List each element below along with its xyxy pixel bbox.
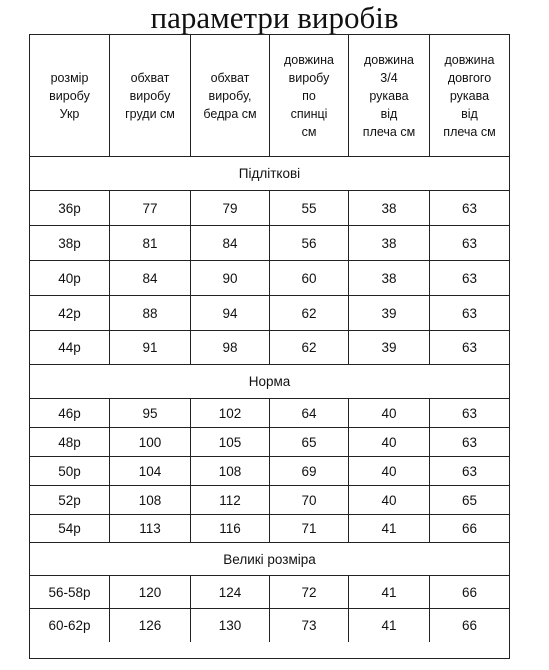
table-cell: 41: [349, 609, 430, 642]
table-cell: 102: [191, 399, 270, 428]
table-cell: 56: [270, 226, 349, 261]
table-cell: 40: [349, 457, 430, 486]
page-title: параметри виробів: [150, 0, 399, 35]
group-header: Норма: [30, 365, 509, 399]
table-cell: 62: [270, 331, 349, 365]
table-cell: 39: [349, 331, 430, 365]
size-table: [29, 34, 510, 659]
table-cell: 46р: [30, 399, 110, 428]
table-cell: 77: [110, 191, 191, 226]
table-cell: 60-62р: [30, 609, 110, 642]
table-cell: 73: [270, 609, 349, 642]
table-cell: 91: [110, 331, 191, 365]
table-cell: 112: [191, 486, 270, 515]
table-cell: 100: [110, 428, 191, 457]
table-cell: 36р: [30, 191, 110, 226]
table-cell: 105: [191, 428, 270, 457]
table-cell: 84: [191, 226, 270, 261]
table-cell: 65: [270, 428, 349, 457]
table-cell: 124: [191, 576, 270, 609]
table-cell: 39: [349, 296, 430, 331]
table-cell: 88: [110, 296, 191, 331]
table-cell: 72: [270, 576, 349, 609]
table-cell: 90: [191, 261, 270, 296]
header-cell-long-sleeve: довжина довгого рукава від плеча см: [430, 35, 509, 157]
table-cell: 60: [270, 261, 349, 296]
table-cell: 38: [349, 261, 430, 296]
table-cell: 95: [110, 399, 191, 428]
table-cell: 104: [110, 457, 191, 486]
table-cell: 130: [191, 609, 270, 642]
table-cell: 41: [349, 515, 430, 543]
header-cell-size: розмір виробу Укр: [30, 35, 110, 157]
table-cell: 54р: [30, 515, 110, 543]
header-cell-three-quarter-sleeve: довжина 3/4 рукава від плеча см: [349, 35, 430, 157]
table-cell: 66: [461, 618, 478, 633]
table-cell: 98: [191, 331, 270, 365]
table-cell: 79: [191, 191, 270, 226]
table-cell: 40: [349, 486, 430, 515]
table-cell: 52р: [30, 486, 110, 515]
table-cell: 62: [270, 296, 349, 331]
table-cell: 40р: [30, 261, 110, 296]
table-cell: 38р: [30, 226, 110, 261]
table-cell: 64: [270, 399, 349, 428]
table-cell: 70: [270, 486, 349, 515]
table-cell: 108: [191, 457, 270, 486]
table-cell: 66: [430, 576, 509, 609]
table-cell: 84: [110, 261, 191, 296]
group-header: Підліткові: [30, 157, 509, 191]
header-cell-hips: обхват виробу, бедра см: [191, 35, 270, 157]
table-cell: 63: [430, 261, 509, 296]
table-cell: 40: [349, 428, 430, 457]
table-cell: 108: [110, 486, 191, 515]
group-header: Великі розміра: [30, 543, 509, 576]
table-cell: 63: [430, 191, 509, 226]
table-cell: 41: [349, 576, 430, 609]
table-cell: 81: [110, 226, 191, 261]
table-cell: 69: [270, 457, 349, 486]
table-cell: 116: [191, 515, 270, 543]
table-cell: 56-58р: [30, 576, 110, 609]
table-cell: 44р: [30, 331, 110, 365]
table-cell: 63: [430, 457, 509, 486]
header-cell-chest: обхват виробу груди см: [110, 35, 191, 157]
table-cell: 113: [110, 515, 191, 543]
table-cell: 65: [430, 486, 509, 515]
header-cell-back-length: довжина виробу по спинці см: [270, 35, 349, 157]
table-cell: 42р: [30, 296, 110, 331]
table-cell: 48р: [30, 428, 110, 457]
table-cell: 120: [110, 576, 191, 609]
table-cell: 66: [430, 515, 509, 543]
table-cell: 38: [349, 226, 430, 261]
table-cell: 126: [110, 609, 191, 642]
table-cell: 94: [191, 296, 270, 331]
table-cell: 63: [430, 428, 509, 457]
table-cell: 63: [430, 296, 509, 331]
table-cell: 50р: [30, 457, 110, 486]
table-cell: 63: [430, 399, 509, 428]
table-cell: 63: [430, 226, 509, 261]
table-cell: 71: [270, 515, 349, 543]
table-cell: 40: [349, 399, 430, 428]
table-cell: 38: [349, 191, 430, 226]
table-cell: 63: [430, 331, 509, 365]
table-cell: 55: [270, 191, 349, 226]
